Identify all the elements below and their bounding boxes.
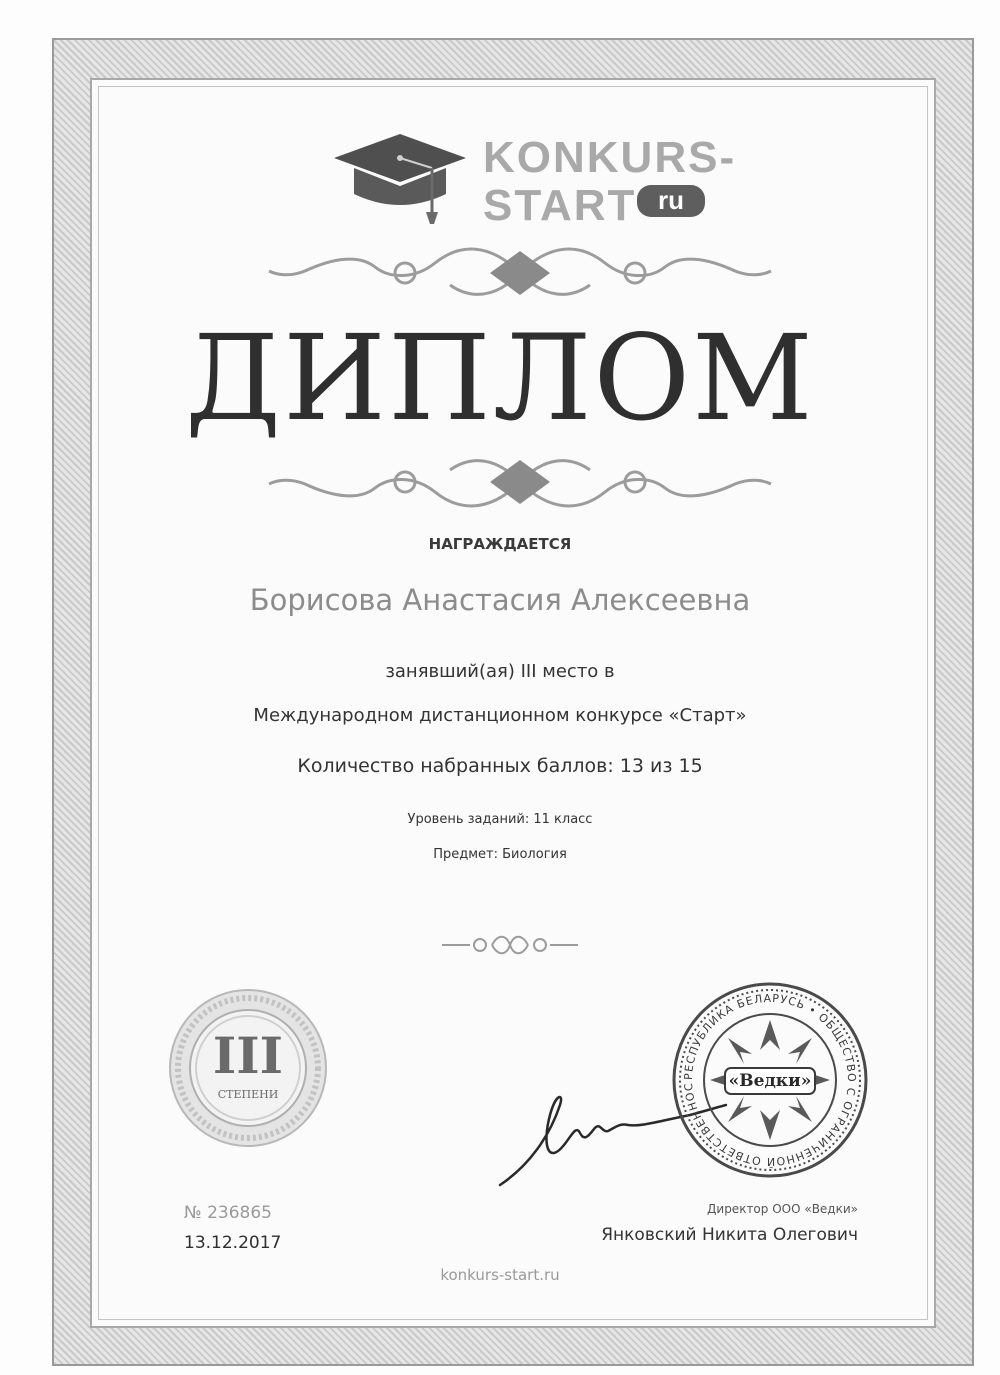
awarded-label: НАГРАЖДАЕТСЯ: [428, 535, 572, 553]
website-link[interactable]: konkurs-start.ru: [440, 1266, 560, 1284]
bottom-ornament-icon: [265, 452, 775, 512]
logo-line-2: START: [483, 181, 637, 230]
degree-seal: [168, 988, 328, 1148]
certificate-number: № 236865: [184, 1203, 272, 1223]
divider-ornament-icon: [440, 930, 580, 960]
place-line: занявший(ая) III место в: [385, 661, 615, 682]
top-ornament-icon: [265, 243, 775, 303]
issue-date: 13.12.2017: [184, 1233, 282, 1253]
diploma-title: ДИПЛОМ: [185, 309, 815, 447]
company-seal: [670, 980, 870, 1180]
director-title: Директор ООО «Ведки»: [707, 1202, 858, 1216]
subject-line: Предмет: Биология: [433, 847, 567, 862]
director-name: Янковский Никита Олегович: [601, 1225, 858, 1245]
degree-numeral: III: [212, 1026, 284, 1085]
logo-ru-badge: ru: [637, 185, 705, 217]
logo-line-1: KONKURS-: [483, 133, 737, 182]
contest-line: Международном дистанционном конкурсе «Старт»: [253, 705, 747, 726]
degree-word: СТЕПЕНИ: [217, 1088, 279, 1101]
score-line: Количество набранных баллов: 13 из 15: [297, 755, 703, 777]
konkurs-start-logo: [330, 128, 737, 230]
seal-center-text: «Ведки»: [728, 1071, 812, 1091]
level-line: Уровень заданий: 11 класс: [407, 812, 593, 827]
recipient-name: Борисова Анастасия Алексеевна: [249, 583, 751, 617]
graduation-cap-icon: [330, 128, 470, 228]
seal-ring-text: РЕСПУБЛИКА БЕЛАРУСЬ • ОБЩЕСТВО С ОГРАНИЧЕННОЙ ОТВЕТСТВЕННОС: [681, 991, 859, 1169]
